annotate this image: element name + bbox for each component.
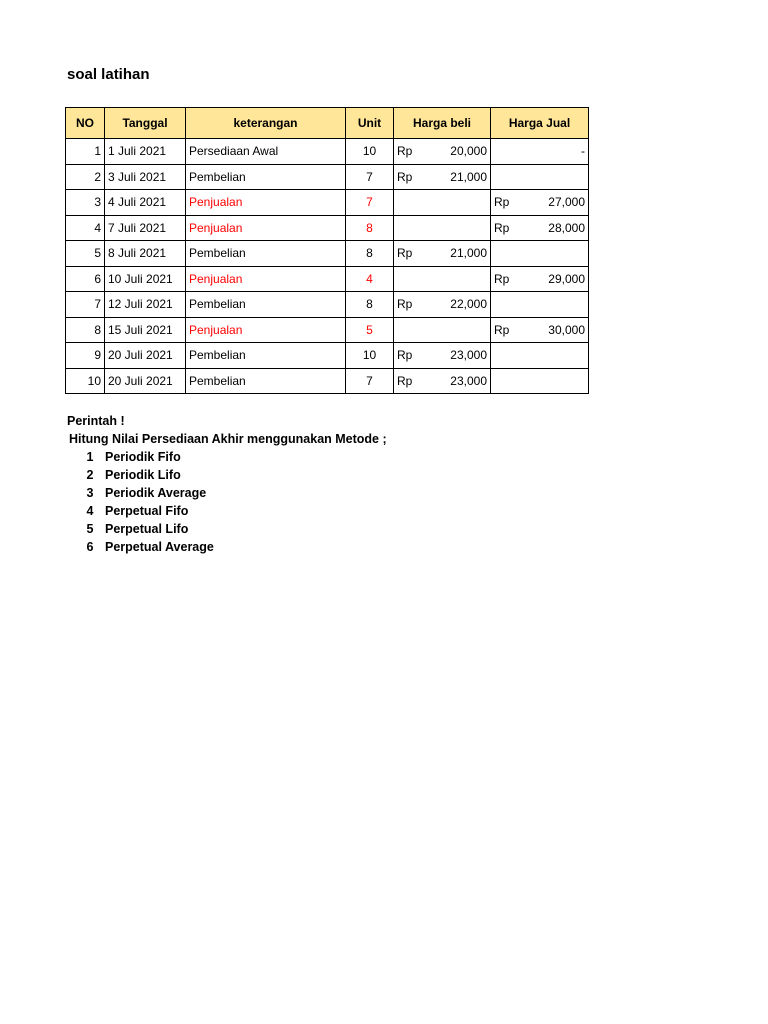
list-item [75,504,214,522]
cell-no: 1 [66,139,105,165]
cell-harga-beli [394,215,491,241]
cell-harga-beli [394,139,491,165]
cell-tanggal: 7 Juli 2021 [105,215,186,241]
amount-value: 23,000 [450,348,487,363]
cell-tanggal: 15 Juli 2021 [105,317,186,343]
list-item [75,468,214,486]
method-number: 6 [86,540,94,554]
cell-harga-jual [491,266,589,292]
instruction-text: Hitung Nilai Persediaan Akhir menggunakan Metode ; [69,432,387,446]
inventory-table [65,107,589,394]
method-number: 2 [86,468,94,482]
currency-label: Rp [494,322,510,337]
method-number: 4 [86,504,94,518]
cell-keterangan: Penjualan [186,317,346,343]
instruction-heading: Perintah ! [67,414,125,428]
method-label: Periodik Lifo [105,468,181,482]
cell-no: 6 [66,266,105,292]
cell-keterangan: Pembelian [186,164,346,190]
cell-harga-beli [394,317,491,343]
cell-no: 7 [66,292,105,318]
method-number: 3 [86,486,94,500]
amount-value: 20,000 [450,144,487,159]
method-list [75,450,214,558]
cell-keterangan: Pembelian [186,368,346,394]
currency-label: Rp [494,271,510,286]
method-label: Periodik Average [105,486,207,500]
currency-label: Rp [397,373,413,388]
cell-unit: 4 [346,266,394,292]
amount-value: 30,000 [548,322,585,337]
amount-value: 21,000 [450,246,487,261]
amount-value: 29,000 [548,271,585,286]
list-item [75,522,214,540]
header-harga-jual: Harga Jual [491,108,589,139]
cell-unit: 8 [346,292,394,318]
cell-no: 5 [66,241,105,267]
cell-unit: 10 [346,139,394,165]
header-no: NO [66,108,105,139]
cell-tanggal: 4 Juli 2021 [105,190,186,216]
list-item [75,450,214,468]
cell-harga-beli [394,190,491,216]
currency-label: Rp [397,144,413,159]
cell-keterangan: Pembelian [186,292,346,318]
amount-value: 23,000 [450,373,487,388]
header-keterangan: keterangan [186,108,346,139]
cell-tanggal: 12 Juli 2021 [105,292,186,318]
currency-label: Rp [494,220,510,235]
table-row [66,139,589,165]
method-number: 1 [86,450,94,464]
cell-keterangan: Penjualan [186,215,346,241]
cell-tanggal: 8 Juli 2021 [105,241,186,267]
cell-harga-jual: - [491,139,589,165]
cell-harga-beli [394,266,491,292]
cell-harga-jual [491,343,589,369]
cell-harga-beli [394,368,491,394]
table-row [66,190,589,216]
cell-harga-beli [394,164,491,190]
amount-value: 22,000 [450,297,487,312]
cell-no: 4 [66,215,105,241]
amount-value: 27,000 [548,195,585,210]
method-label: Perpetual Fifo [105,504,189,518]
method-number: 5 [86,522,94,536]
cell-unit: 5 [346,317,394,343]
header-unit: Unit [346,108,394,139]
table-header-row [66,108,589,139]
cell-tanggal: 20 Juli 2021 [105,343,186,369]
table-row [66,266,589,292]
table-row [66,215,589,241]
table-row [66,343,589,369]
currency-label: Rp [397,169,413,184]
cell-keterangan: Penjualan [186,190,346,216]
cell-harga-jual [491,292,589,318]
currency-label: Rp [397,348,413,363]
cell-harga-jual [491,241,589,267]
amount-value: 21,000 [450,169,487,184]
table-row [66,241,589,267]
cell-no: 10 [66,368,105,394]
amount-value: 28,000 [548,220,585,235]
cell-no: 8 [66,317,105,343]
cell-unit: 7 [346,164,394,190]
table-row [66,292,589,318]
cell-keterangan: Pembelian [186,343,346,369]
cell-harga-beli [394,343,491,369]
cell-keterangan: Penjualan [186,266,346,292]
cell-harga-jual [491,215,589,241]
cell-keterangan: Pembelian [186,241,346,267]
currency-label: Rp [397,246,413,261]
header-tanggal: Tanggal [105,108,186,139]
method-label: Perpetual Average [105,540,214,554]
cell-tanggal: 3 Juli 2021 [105,164,186,190]
list-item [75,540,214,558]
cell-tanggal: 10 Juli 2021 [105,266,186,292]
cell-unit: 7 [346,190,394,216]
cell-unit: 7 [346,368,394,394]
page-title: soal latihan [67,66,150,83]
cell-tanggal: 20 Juli 2021 [105,368,186,394]
cell-no: 9 [66,343,105,369]
table-row [66,164,589,190]
cell-unit: 8 [346,241,394,267]
cell-tanggal: 1 Juli 2021 [105,139,186,165]
cell-harga-jual [491,190,589,216]
cell-harga-beli [394,241,491,267]
list-item [75,486,214,504]
cell-keterangan: Persediaan Awal [186,139,346,165]
header-harga-beli: Harga beli [394,108,491,139]
method-label: Periodik Fifo [105,450,181,464]
table-row [66,368,589,394]
cell-unit: 8 [346,215,394,241]
cell-harga-jual [491,164,589,190]
currency-label: Rp [397,297,413,312]
cell-no: 2 [66,164,105,190]
cell-unit: 10 [346,343,394,369]
cell-harga-jual [491,317,589,343]
currency-label: Rp [494,195,510,210]
method-label: Perpetual Lifo [105,522,189,536]
cell-harga-jual [491,368,589,394]
cell-harga-beli [394,292,491,318]
table-row [66,317,589,343]
cell-no: 3 [66,190,105,216]
